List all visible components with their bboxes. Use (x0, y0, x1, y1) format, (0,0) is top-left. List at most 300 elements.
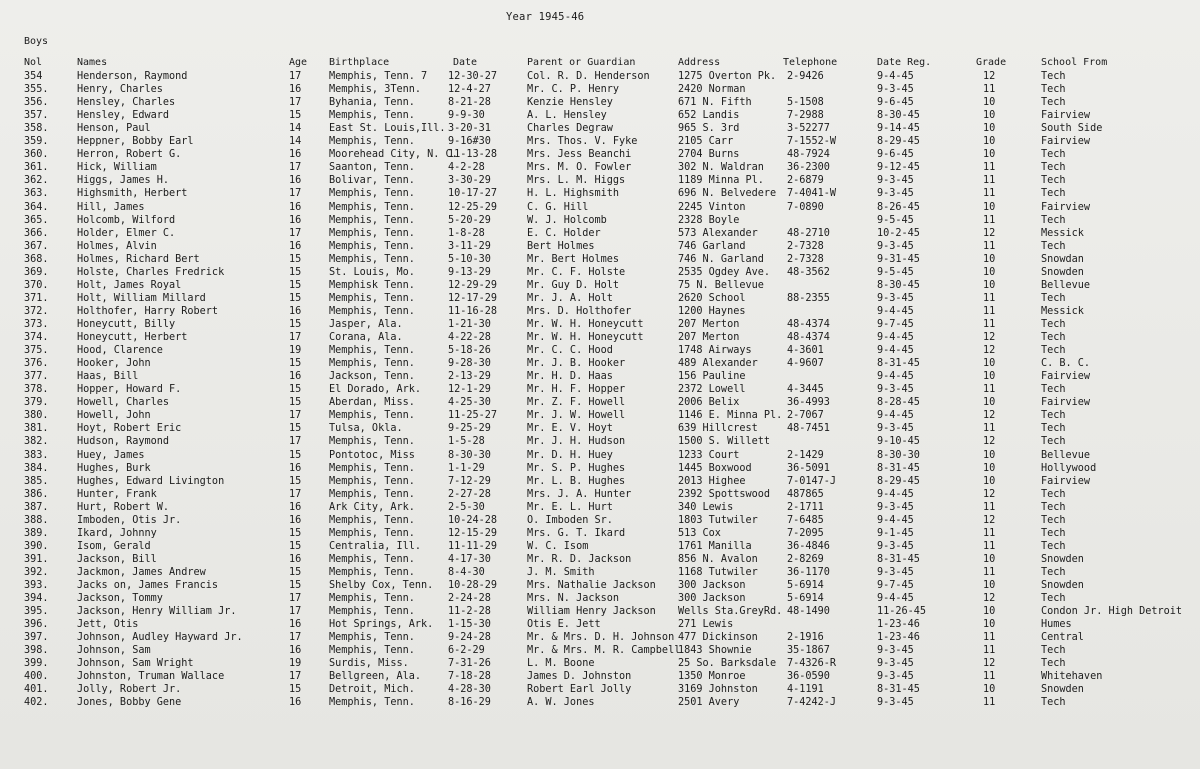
student-name: Hensley, Charles (77, 97, 176, 109)
telephone: 4-3445 (787, 384, 824, 396)
telephone: 4-3601 (787, 345, 824, 357)
parent-guardian: Mr. Guy D. Holt (527, 279, 620, 291)
school-from: Fairview (1041, 110, 1091, 122)
student-name: Jackson, Tommy (77, 593, 163, 604)
birth-date: 11-16-28 (448, 305, 498, 317)
school-from: Tech (1041, 566, 1066, 578)
parent-guardian: Robert Earl Jolly (527, 684, 632, 696)
student-name: Hughes, Burk (77, 462, 151, 474)
school-from: Tech (1041, 514, 1066, 526)
parent-guardian: Mrs. Thos. V. Fyke (527, 136, 638, 148)
date-registered: 9-7-45 (877, 580, 914, 591)
grade: 12 (983, 332, 996, 343)
grade: 10 (983, 371, 996, 383)
record-no: 388. (24, 514, 49, 526)
birthplace: Memphis, Tenn. (329, 188, 415, 200)
student-name: Hill, James (77, 201, 145, 213)
record-no: 366. (24, 227, 49, 239)
birth-date: 10-28-29 (448, 580, 498, 591)
student-name: Hurt, Robert W. (77, 501, 170, 513)
telephone: 4-9607 (787, 358, 824, 370)
age: 17 (289, 671, 302, 683)
birthplace: Memphis, Tenn. (329, 514, 415, 526)
date-registered: 9-5-45 (877, 266, 914, 278)
address: Wells Sta.GreyRd. (678, 606, 783, 618)
school-from: Tech (1041, 175, 1066, 187)
school-from: Tech (1041, 292, 1066, 304)
record-no: 361. (24, 162, 49, 174)
student-name: Ikard, Johnny (77, 527, 157, 539)
age: 14 (289, 123, 302, 135)
birth-date: 7-31-26 (448, 658, 491, 670)
birth-date: 9-24-28 (448, 632, 491, 644)
school-from: Tech (1041, 488, 1066, 500)
birthplace: Memphis, Tenn. (329, 593, 415, 604)
student-name: Haas, Bill (77, 371, 139, 383)
telephone: 2-7067 (787, 410, 824, 422)
address: 207 Merton (678, 332, 740, 343)
age: 17 (289, 188, 302, 200)
header-birthplace: Birthplace (329, 57, 390, 68)
telephone: 2-1916 (787, 632, 824, 644)
grade: 11 (983, 240, 996, 252)
age: 15 (289, 540, 302, 552)
grade: 11 (983, 319, 996, 330)
birth-date: 12-25-29 (448, 201, 498, 213)
parent-guardian: Mr. E. L. Hurt (527, 501, 613, 513)
age: 15 (289, 384, 302, 396)
telephone: 5-6914 (787, 593, 824, 604)
birthplace: Memphis, Tenn. (329, 214, 415, 226)
birthplace: Shelby Cox, Tenn. (329, 580, 434, 591)
date-registered: 9-5-45 (877, 214, 914, 226)
telephone: 7-4326-R (787, 658, 837, 670)
student-name: Honeycutt, Billy (77, 319, 176, 330)
parent-guardian: A. W. Jones (527, 697, 595, 709)
birth-date: 11-2-28 (448, 606, 491, 618)
telephone: 2-8269 (787, 553, 824, 565)
record-no: 371. (24, 292, 49, 304)
record-no: 358. (24, 123, 49, 135)
school-from: Snowden (1041, 684, 1084, 696)
grade: 10 (983, 619, 996, 631)
address: 2501 Avery (678, 697, 740, 709)
age: 16 (289, 371, 302, 383)
age: 17 (289, 332, 302, 343)
date-registered: 9-14-45 (877, 123, 920, 135)
telephone: 48-3562 (787, 266, 830, 278)
birthplace: Hot Springs, Ark. (329, 619, 434, 631)
parent-guardian: Mr. J. B. Hooker (527, 358, 626, 370)
parent-guardian: Mr. C. P. Henry (527, 84, 620, 95)
birth-date: 11-13-28 (448, 149, 498, 161)
address: 2006 Belix (678, 397, 740, 409)
age: 15 (289, 527, 302, 539)
parent-guardian: O. Imboden Sr. (527, 514, 613, 526)
parent-guardian: James D. Johnston (527, 671, 632, 683)
record-no: 354 (24, 71, 43, 82)
telephone: 36-1170 (787, 566, 830, 578)
address: 2105 Carr (678, 136, 734, 148)
record-no: 368. (24, 253, 49, 265)
student-name: Johnson, Sam Wright (77, 658, 194, 670)
birthplace: Memphis, Tenn. (329, 110, 415, 122)
header-grade: Grade (976, 57, 1007, 68)
address: 573 Alexander (678, 227, 758, 239)
student-name: Howell, Charles (77, 397, 170, 409)
student-name: Hooker, John (77, 358, 151, 370)
student-name: Hopper, Howard F. (77, 384, 182, 396)
birthplace: Bellgreen, Ala. (329, 671, 422, 683)
date-registered: 9-4-45 (877, 71, 914, 82)
record-no: 370. (24, 279, 49, 291)
grade: 10 (983, 253, 996, 265)
record-no: 359. (24, 136, 49, 148)
address: 696 N. Belvedere (678, 188, 777, 200)
student-name: Holmes, Alvin (77, 240, 157, 252)
birth-date: 2-13-29 (448, 371, 491, 383)
grade: 11 (983, 188, 996, 200)
school-from: Messick (1041, 305, 1084, 317)
record-no: 393. (24, 580, 49, 591)
grade: 10 (983, 110, 996, 122)
age: 15 (289, 580, 302, 591)
header-parent: Parent or Guardian (527, 57, 636, 68)
address: 856 N. Avalon (678, 553, 758, 565)
grade: 10 (983, 358, 996, 370)
parent-guardian: Kenzie Hensley (527, 97, 613, 109)
grade: 12 (983, 488, 996, 500)
birth-date: 12-1-29 (448, 384, 491, 396)
birth-date: 8-30-30 (448, 449, 491, 461)
date-registered: 8-31-45 (877, 358, 920, 370)
address: 1168 Tutwiler (678, 566, 758, 578)
parent-guardian: Mrs. Nathalie Jackson (527, 580, 656, 591)
grade: 11 (983, 175, 996, 187)
birth-date: 3-20-31 (448, 123, 491, 135)
birth-date: 6-2-29 (448, 645, 485, 657)
address: 652 Landis (678, 110, 740, 122)
grade: 12 (983, 345, 996, 357)
record-no: 398. (24, 645, 49, 657)
birth-date: 12-17-29 (448, 292, 498, 304)
grade: 11 (983, 540, 996, 552)
address: 1843 Shownie (678, 645, 752, 657)
birthplace: Memphisk Tenn. (329, 279, 415, 291)
student-name: Jolly, Robert Jr. (77, 684, 182, 696)
address: 2620 School (678, 292, 746, 304)
date-registered: 9-4-45 (877, 514, 914, 526)
date-registered: 8-28-45 (877, 397, 920, 409)
birth-date: 11-25-27 (448, 410, 498, 422)
school-from: Tech (1041, 501, 1066, 513)
telephone: 2-7328 (787, 253, 824, 265)
date-registered: 8-31-45 (877, 684, 920, 696)
telephone: 36-2300 (787, 162, 830, 174)
grade: 11 (983, 292, 996, 304)
date-registered: 9-3-45 (877, 423, 914, 435)
header-age: Age (289, 57, 308, 68)
date-registered: 8-31-45 (877, 553, 920, 565)
school-from: Tech (1041, 149, 1066, 161)
school-from: Tech (1041, 319, 1066, 330)
header-school-from: School From (1041, 57, 1108, 68)
parent-guardian: Mrs. N. Jackson (527, 593, 620, 604)
birthplace: Ark City, Ark. (329, 501, 415, 513)
telephone: 48-7451 (787, 423, 830, 435)
student-name: Huey, James (77, 449, 145, 461)
grade: 10 (983, 449, 996, 461)
date-registered: 9-4-45 (877, 593, 914, 604)
grade: 10 (983, 580, 996, 591)
record-no: 379. (24, 397, 49, 409)
student-name: Howell, John (77, 410, 151, 422)
student-name: Jett, Otis (77, 619, 139, 631)
date-registered: 9-3-45 (877, 188, 914, 200)
student-name: Heppner, Bobby Earl (77, 136, 194, 148)
birth-date: 7-12-29 (448, 475, 491, 487)
address: 1350 Monroe (678, 671, 746, 683)
birthplace: Surdis, Miss. (329, 658, 409, 670)
parent-guardian: Mr. R. D. Jackson (527, 553, 632, 565)
address: 639 Hillcrest (678, 423, 758, 435)
school-from: Tech (1041, 332, 1066, 343)
school-from: Bellevue (1041, 279, 1091, 291)
age: 15 (289, 279, 302, 291)
birthplace: Memphis, Tenn. (329, 553, 415, 565)
student-name: Henson, Paul (77, 123, 151, 135)
school-from: Condon Jr. High Detroit (1041, 606, 1183, 618)
address: 2704 Burns (678, 149, 740, 161)
date-registered: 9-4-45 (877, 371, 914, 383)
telephone: 7-2988 (787, 110, 824, 122)
birth-date: 9-28-30 (448, 358, 491, 370)
student-name: Johnson, Audley Hayward Jr. (77, 632, 243, 644)
record-no: 357. (24, 110, 49, 122)
address: 207 Merton (678, 319, 740, 330)
record-no: 364. (24, 201, 49, 213)
grade: 10 (983, 266, 996, 278)
telephone: 7-2095 (787, 527, 824, 539)
birthplace: Memphis, 3Tenn. (329, 84, 422, 95)
parent-guardian: Mr. H. D. Haas (527, 371, 613, 383)
school-from: Tech (1041, 697, 1066, 709)
grade: 12 (983, 436, 996, 448)
telephone: 48-4374 (787, 332, 830, 343)
date-registered: 9-6-45 (877, 149, 914, 161)
date-registered: 9-3-45 (877, 240, 914, 252)
school-from: Tech (1041, 527, 1066, 539)
birthplace: Jackson, Tenn. (329, 371, 415, 383)
birthplace: Memphis, Tenn. (329, 566, 415, 578)
date-registered: 9-3-45 (877, 697, 914, 709)
birth-date: 4-22-28 (448, 332, 491, 343)
address: 2013 Highee (678, 475, 746, 487)
parent-guardian: Mr. & Mrs. M. R. Campbell (527, 645, 681, 657)
birth-date: 3-11-29 (448, 240, 491, 252)
date-registered: 1-23-46 (877, 632, 920, 644)
school-from: Tech (1041, 84, 1066, 95)
address: 3169 Johnston (678, 684, 758, 696)
school-from: Tech (1041, 97, 1066, 109)
parent-guardian: Mr. & Mrs. D. H. Johnson (527, 632, 675, 644)
birthplace: St. Louis, Mo. (329, 266, 415, 278)
parent-guardian: Mr. J. H. Hudson (527, 436, 626, 448)
address: 25 So. Barksdale (678, 658, 777, 670)
date-registered: 8-31-45 (877, 462, 920, 474)
age: 15 (289, 292, 302, 304)
date-registered: 8-30-45 (877, 279, 920, 291)
birthplace: Jasper, Ala. (329, 319, 403, 330)
school-from: Tech (1041, 71, 1066, 82)
birth-date: 2-5-30 (448, 501, 485, 513)
telephone: 2-1429 (787, 449, 824, 461)
address: 1761 Manilla (678, 540, 752, 552)
address: 1500 S. Willett (678, 436, 771, 448)
grade: 12 (983, 593, 996, 604)
telephone: 48-2710 (787, 227, 830, 239)
student-name: Jackson, Henry William Jr. (77, 606, 237, 618)
student-name: Jackmon, James Andrew (77, 566, 206, 578)
age: 15 (289, 266, 302, 278)
address: 300 Jackson (678, 593, 746, 604)
parent-guardian: Mr. S. P. Hughes (527, 462, 626, 474)
age: 17 (289, 410, 302, 422)
address: 1275 Overton Pk. (678, 71, 777, 82)
address: 489 Alexander (678, 358, 758, 370)
record-no: 376. (24, 358, 49, 370)
age: 15 (289, 566, 302, 578)
address: 75 N. Bellevue (678, 279, 764, 291)
age: 16 (289, 553, 302, 565)
date-registered: 9-3-45 (877, 540, 914, 552)
address: 2420 Norman (678, 84, 746, 95)
student-name: Holt, William Millard (77, 292, 206, 304)
grade: 10 (983, 397, 996, 409)
address: 746 Garland (678, 240, 746, 252)
birth-date: 1-21-30 (448, 319, 491, 330)
parent-guardian: Mr. D. H. Huey (527, 449, 613, 461)
date-registered: 9-3-45 (877, 384, 914, 396)
school-from: Tech (1041, 240, 1066, 252)
school-from: Bellevue (1041, 449, 1091, 461)
age: 17 (289, 632, 302, 644)
telephone: 35-1867 (787, 645, 830, 657)
school-from: Messick (1041, 227, 1084, 239)
header-telephone: Telephone (783, 57, 838, 68)
telephone: 48-4374 (787, 319, 830, 330)
parent-guardian: A. L. Hensley (527, 110, 607, 122)
school-from: Tech (1041, 162, 1066, 174)
age: 17 (289, 436, 302, 448)
record-no: 365. (24, 214, 49, 226)
address: 1748 Airways (678, 345, 752, 357)
birthplace: Memphis, Tenn. (329, 136, 415, 148)
age: 15 (289, 423, 302, 435)
age: 15 (289, 110, 302, 122)
age: 15 (289, 449, 302, 461)
age: 16 (289, 240, 302, 252)
parent-guardian: J. M. Smith (527, 566, 595, 578)
birth-date: 4-2-28 (448, 162, 485, 174)
school-from: Tech (1041, 593, 1066, 604)
birth-date: 5-18-26 (448, 345, 491, 357)
student-name: Hood, Clarence (77, 345, 163, 357)
birth-date: 9-25-29 (448, 423, 491, 435)
age: 15 (289, 358, 302, 370)
age: 16 (289, 501, 302, 513)
age: 17 (289, 593, 302, 604)
telephone: 487865 (787, 488, 824, 500)
school-from: Hollywood (1041, 462, 1097, 474)
telephone: 48-1490 (787, 606, 830, 618)
birthplace: Memphis, Tenn. (329, 606, 415, 618)
birthplace: Memphis, Tenn. (329, 358, 415, 370)
date-registered: 9-3-45 (877, 84, 914, 95)
parent-guardian: William Henry Jackson (527, 606, 656, 618)
school-from: Tech (1041, 540, 1066, 552)
birthplace: Memphis, Tenn. 7 (329, 71, 428, 82)
grade: 10 (983, 136, 996, 148)
student-name: Jones, Bobby Gene (77, 697, 182, 709)
address: 2328 Boyle (678, 214, 740, 226)
telephone: 48-7924 (787, 149, 830, 161)
address: 300 Jackson (678, 580, 746, 591)
school-from: Tech (1041, 410, 1066, 422)
school-from: Tech (1041, 384, 1066, 396)
student-name: Isom, Gerald (77, 540, 151, 552)
age: 16 (289, 201, 302, 213)
date-registered: 9-10-45 (877, 436, 920, 448)
address: 671 N. Fifth (678, 97, 752, 109)
parent-guardian: Bert Holmes (527, 240, 595, 252)
student-name: Jacks on, James Francis (77, 580, 219, 591)
parent-guardian: E. C. Holder (527, 227, 601, 239)
address: 1803 Tutwiler (678, 514, 758, 526)
grade: 11 (983, 305, 996, 317)
grade: 12 (983, 410, 996, 422)
birthplace: Memphis, Tenn. (329, 462, 415, 474)
birth-date: 11-11-29 (448, 540, 498, 552)
age: 16 (289, 645, 302, 657)
student-name: Henderson, Raymond (77, 71, 188, 82)
grade: 11 (983, 501, 996, 513)
date-registered: 9-31-45 (877, 253, 920, 265)
age: 19 (289, 658, 302, 670)
telephone: 36-0590 (787, 671, 830, 683)
age: 17 (289, 227, 302, 239)
parent-guardian: Mrs. D. Holthofer (527, 305, 632, 317)
date-registered: 10-2-45 (877, 227, 920, 239)
birthplace: Corana, Ala. (329, 332, 403, 343)
address: 1233 Court (678, 449, 740, 461)
record-no: 397. (24, 632, 49, 644)
record-no: 380. (24, 410, 49, 422)
age: 16 (289, 305, 302, 317)
parent-guardian: Mr. W. H. Honeycutt (527, 319, 644, 330)
age: 19 (289, 345, 302, 357)
student-name: Holt, James Royal (77, 279, 182, 291)
birth-date: 12-15-29 (448, 527, 498, 539)
address: 1189 Minna Pl. (678, 175, 764, 187)
birth-date: 7-18-28 (448, 671, 491, 683)
record-no: 356. (24, 97, 49, 109)
school-from: Fairview (1041, 475, 1091, 487)
date-registered: 1-23-46 (877, 619, 920, 631)
telephone: 36-5091 (787, 462, 830, 474)
parent-guardian: Mr. E. V. Hoyt (527, 423, 613, 435)
parent-guardian: Mr. C. F. Holste (527, 266, 626, 278)
